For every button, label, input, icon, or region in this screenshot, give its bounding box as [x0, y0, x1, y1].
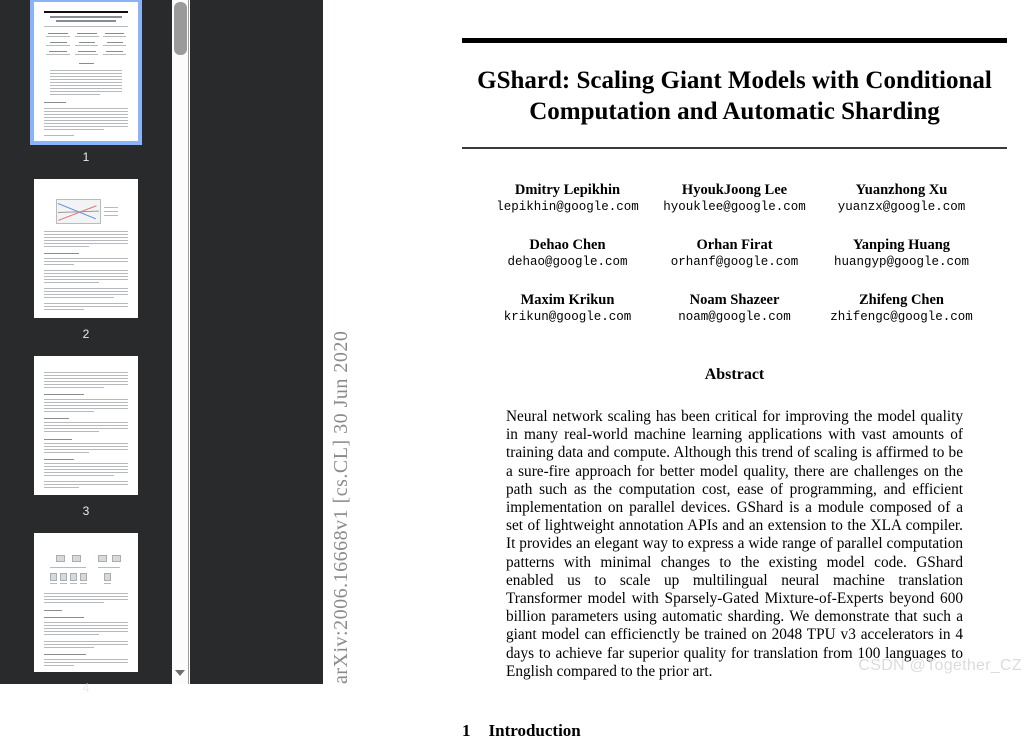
author-entry [484, 181, 651, 216]
watermark: CSDN @Together_CZ [858, 657, 1022, 674]
author-email: zhifengc@google.com [830, 310, 973, 324]
author-entry [651, 181, 818, 216]
author-email: orhanf@google.com [670, 255, 799, 269]
author-name: Orhan Firat [696, 237, 773, 253]
paper-content [462, 0, 1007, 741]
author-entry [484, 291, 651, 326]
thumbnail-page-4[interactable] [34, 533, 138, 672]
thumbnail-item-4[interactable] [0, 533, 172, 694]
author-name: HyoukJoong Lee [681, 182, 788, 198]
author-email: huangyp@google.com [833, 255, 970, 269]
viewer-background [190, 0, 323, 684]
thumbnail-label-3: 3 [82, 504, 90, 518]
scrollbar-thumb[interactable] [174, 2, 187, 55]
thumbnail-item-1[interactable] [0, 0, 172, 163]
author-name: Maxim Krikun [520, 292, 615, 308]
author-entry [484, 236, 651, 271]
page-title: GShard: Scaling Giant Models with Conditional Computation and Automatic Sharding [477, 67, 992, 125]
author-entry [651, 236, 818, 271]
thumbnail-page-2[interactable] [34, 179, 138, 318]
document-page [323, 0, 1030, 741]
author-name: Yanping Huang [852, 237, 951, 253]
abstract-heading: Abstract [704, 366, 765, 383]
thumbnail-sidebar[interactable] [0, 0, 172, 695]
thumbnail-item-2[interactable] [0, 179, 172, 340]
thumbnail-label-1: 1 [82, 150, 90, 164]
arxiv-stamp: arXiv:2006.16668v1 [cs.CL] 30 Jun 2020 [330, 330, 352, 684]
author-entry [818, 236, 985, 271]
author-name: Noam Shazeer [689, 292, 780, 308]
thumbnail-label-2: 2 [82, 327, 90, 341]
thumbnail-label-4: 4 [82, 681, 90, 695]
section-title: Introduction [488, 721, 581, 741]
author-list [484, 181, 985, 326]
abstract-body: Neural network scaling has been critical for improving the model quality in many real-world machine learning applications with vast amounts of training data and compute. Although this trend of scaling is affirmed to be a sure-fire approach for better model quality, there are challenges on the path such as the computation cost, ease of programming, and efficient implementation on parallel devices. GShard is a module composed of a set of lightweight annotation APIs and an extension to the XLA compiler. It provides an elegant way to express a wide range of parallel computation patterns with minimal changes to the existing model code. GShard enabled us to scale up multilingual neural machine translation Transformer model with Sparsely-Gated Mixture-of-Experts beyond 600 billion parameters using automatic sharding. We demonstrate that such a giant model can efficienctly be trained on 2048 TPU v3 accelerators in 4 days to achieve far superior quality for translation from 100 languages to English compared to the prior art. [506, 408, 963, 680]
thumbnail-item-3[interactable] [0, 356, 172, 517]
chevron-down-icon[interactable] [172, 666, 188, 680]
sidebar-scrollbar[interactable] [172, 0, 189, 684]
section-number: 1 [462, 721, 471, 741]
author-name: Yuanzhong Xu [855, 182, 948, 198]
section-heading-introduction [462, 721, 1007, 741]
title-rule-bottom [462, 147, 1007, 149]
thumbnail-page-1[interactable] [34, 2, 138, 141]
author-entry [818, 291, 985, 326]
author-name: Dmitry Lepikhin [514, 182, 621, 198]
author-email: yuanzx@google.com [837, 200, 966, 214]
author-name: Zhifeng Chen [858, 292, 944, 308]
thumbnail-page-3[interactable] [34, 356, 138, 495]
author-entry [651, 291, 818, 326]
title-rule-top [462, 38, 1007, 43]
author-email: noam@google.com [678, 310, 791, 324]
author-email: hyouklee@google.com [663, 200, 806, 214]
author-entry [818, 181, 985, 216]
author-name: Dehao Chen [529, 237, 606, 253]
author-email: dehao@google.com [507, 255, 628, 269]
author-email: lepikhin@google.com [496, 200, 639, 214]
author-email: krikun@google.com [503, 310, 632, 324]
